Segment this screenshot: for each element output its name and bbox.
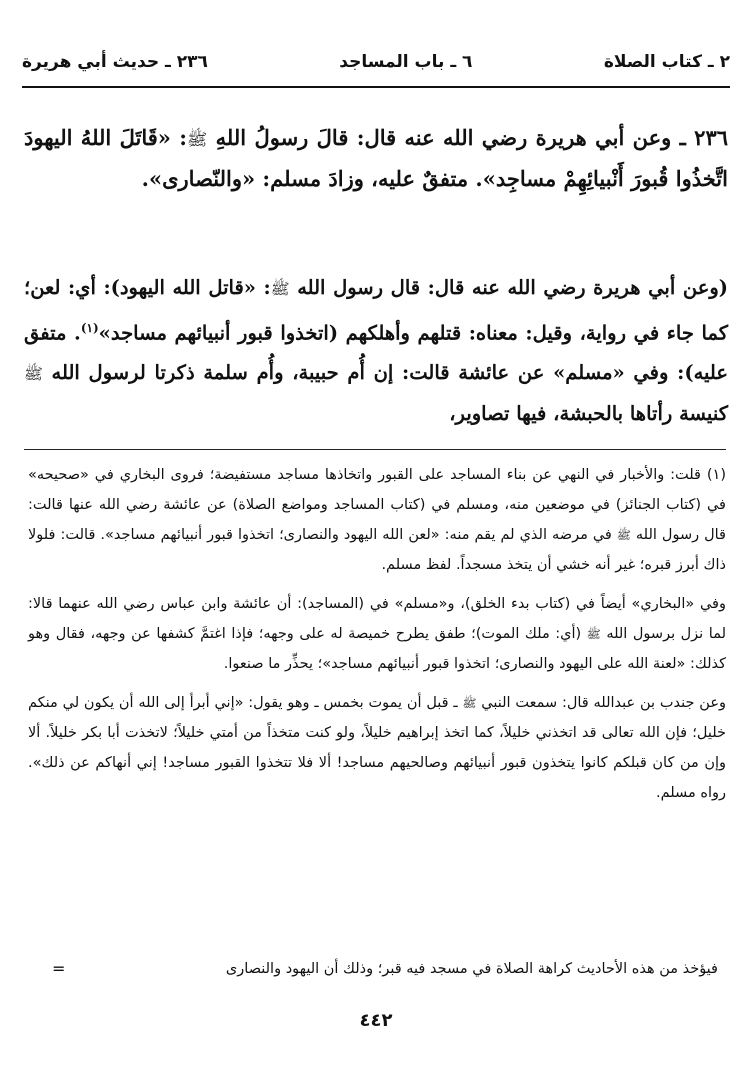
continuation-mark: = — [52, 959, 66, 978]
footnote-paragraph — [28, 589, 726, 679]
header-chapter-title: ٦ ـ باب المساجد — [339, 52, 473, 72]
hadith-text-part-2: : «قَاتَلَ اللهُ اليهودَ اتَّخذُوا قُبورَ أَنْبيائِهِمْ مساجِد». متفقٌ عليه، وزادَ مسلم: «والنّصارى». — [24, 125, 728, 191]
hadith-text-part-1: ـ وعن أبي هريرة رضي الله عنه قال: قالَ رسولُ اللهِ — [207, 125, 695, 150]
salawat-glyph: ﷺ — [187, 129, 208, 149]
salawat-glyph: ﷺ — [462, 696, 477, 710]
running-header — [22, 46, 730, 78]
continuation-text: فيؤخذ من هذه الأحاديث كراهة الصلاة في مسجد فيه قبر؛ وذلك أن اليهود والنصارى — [225, 961, 718, 977]
commentary-part-2: : «قاتل الله اليهود): أي: لعن؛ كما جاء في رواية، وقيل: معناه: قتلهم وأهلكهم (اتخذوا قبور أنبيائهم مساجد» — [24, 276, 728, 345]
footnote-continuation — [34, 955, 718, 983]
footnote-text: في مرضه الذي لم يقم منه: «لعن الله اليهود والنصارى؛ اتخذوا قبور أنبيائهم مساجد». قالت: فلولا ذاك أبرز قبره؛ غير أنه خشي أن يتخذ مسجداً. لفظ مسلم. — [28, 527, 726, 573]
salawat-glyph: ﷺ — [24, 364, 43, 383]
commentary-part-1: (وعن أبي هريرة رضي الله عنه قال: قال رسول الله — [289, 276, 728, 299]
salawat-glyph: ﷺ — [270, 280, 290, 298]
header-book-title: ٢ ـ كتاب الصلاة — [603, 52, 730, 72]
footnote-text: (١) قلت: والأخبار في النهي عن بناء المساجد على القبور واتخاذها مساجد مستفيضة؛ فروى البخاري في «صحيحه» في (كتاب الجنائز) في موضعين منه، ومسلم في (كتاب المساجد ومواضع الصلاة) عن عائشة رضي الله عنها قالت: قال رسول الله — [28, 467, 726, 543]
footnote-paragraph — [28, 460, 726, 580]
footnote-text: ـ قبل أن يموت بخمس ـ وهو يقول: «إني أبرأ إلى الله أن يكون لي منكم خليل؛ فإن الله تعالى قد اتخذني خليلاً، كما اتخذ إبراهيم خليلاً، ولو كنت متخذاً من أمتي خليلاً؛ لاتخذت أبا بكر خليلاً. ألا وإن من كان قبلكم كانوا يتخذون قبور أنبيائهم وصالحيهم مساجد! ألا فلا تتخذوا القبور مساجد! إني أنهاكم عن ذلك». رواه مسلم. — [28, 695, 726, 801]
header-divider — [22, 86, 730, 88]
footnotes-section — [28, 460, 726, 817]
footnote-text: وفي «البخاري» أيضاً في (كتاب بدء الخلق)، و«مسلم» في (المساجد): أن عائشة وابن عباس رضي الله عنهما قالا: لما نزل برسول الله — [28, 596, 726, 642]
footnote-divider — [24, 449, 726, 450]
footnote-text: وعن جندب بن عبدالله قال: سمعت النبي — [476, 695, 726, 711]
footnote-reference: (١) — [80, 321, 99, 335]
hadith-number: ٢٣٦ — [694, 125, 729, 150]
commentary-text — [24, 268, 728, 433]
commentary-part-4: كنيسة رأتاها بالحبشة، فيها تصاوير، — [449, 401, 728, 425]
commentary-part-3: . متفق عليه): وفي «مسلم» عن عائشة قالت: إن أُم حبيبة، وأُم سلمة ذكرتا لرسول الله — [24, 321, 728, 384]
hadith-text — [24, 118, 728, 199]
footnote-text: (أي: ملك الموت)؛ طفق يطرح خميصة له على وجهه؛ فإذا اغتمَّ كشفها عن وجهه، فقال وهو كذلك: «لعنة الله على اليهود والنصارى؛ اتخذوا قبور أنبيائهم مساجد»؛ يحذِّر ما صنعوا. — [28, 626, 726, 672]
salawat-glyph: ﷺ — [586, 627, 601, 641]
footnote-paragraph — [28, 688, 726, 808]
page-number: ٤٤٢ — [359, 1010, 393, 1031]
header-hadith-title: ٢٣٦ ـ حديث أبي هريرة — [22, 52, 208, 72]
salawat-glyph: ﷺ — [616, 528, 631, 542]
